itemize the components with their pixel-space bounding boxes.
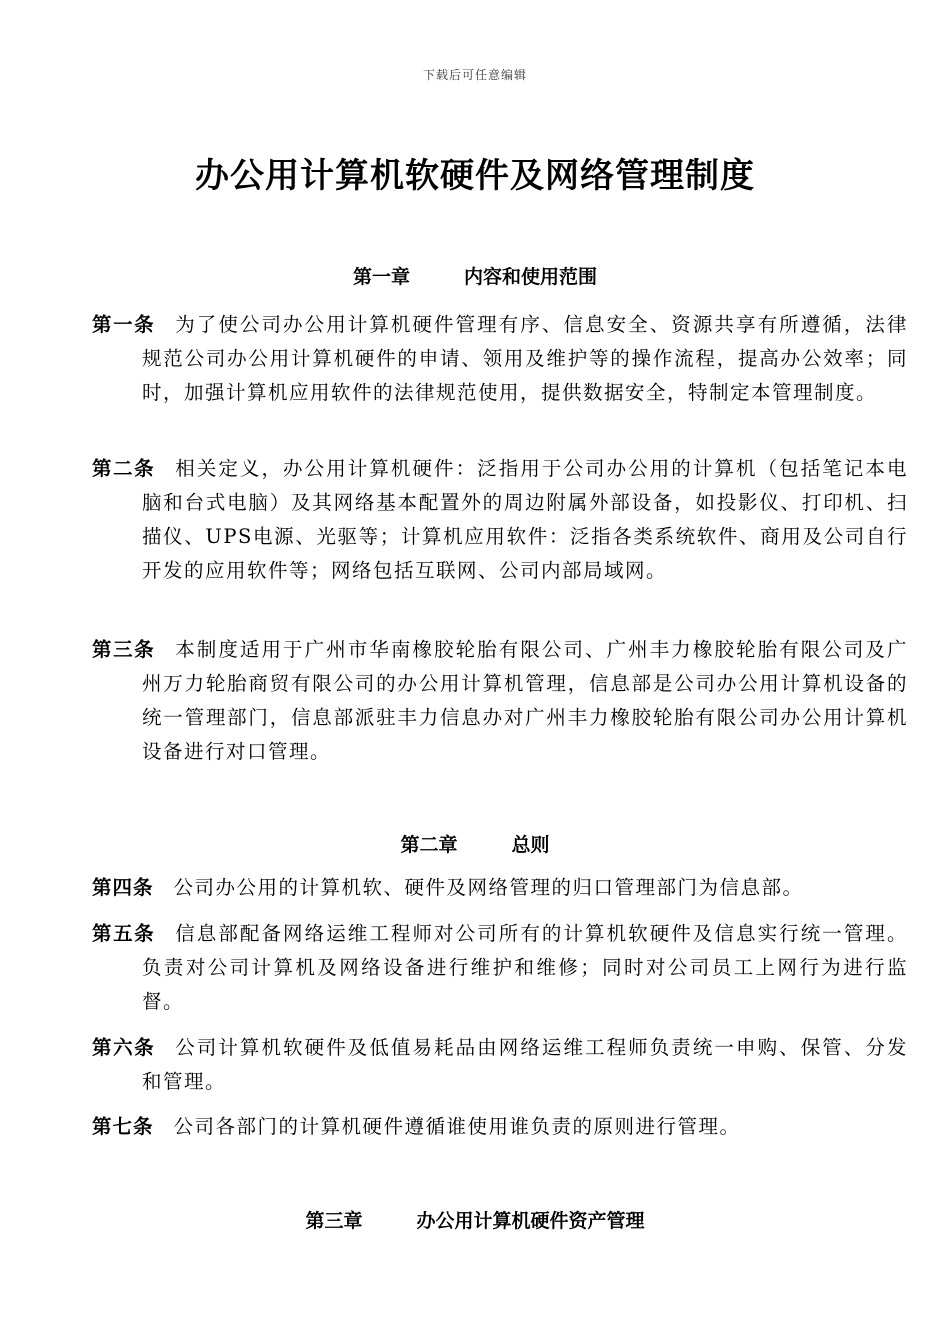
article-text: 为了使公司办公用计算机硬件管理有序、信息安全、资源共享有所遵循，法律规范公司办公用计算机硬件的申请、领用及维护等的操作流程，提高办公效率；同时，加强计算机应用软件的法律规范使用，提供数据安全，特制定本管理制度。 [142, 313, 908, 404]
article-5 [92, 917, 908, 1019]
article-text: 公司计算机软硬件及低值易耗品由网络运维工程师负责统一申购、保管、分发和管理。 [142, 1036, 908, 1093]
article-number: 第四条 [92, 876, 154, 899]
article-4 [92, 871, 908, 905]
chapter-name: 办公用计算机硬件资产管理 [416, 1210, 645, 1232]
chapter-heading-1 [0, 262, 950, 289]
chapter-number: 第二章 [400, 834, 458, 856]
chapter-name: 总则 [511, 834, 550, 856]
article-3 [92, 633, 908, 769]
chapter-name: 内容和使用范围 [464, 266, 598, 288]
article-number: 第七条 [92, 1115, 154, 1138]
document-title: 办公用计算机软硬件及网络管理制度 [195, 156, 755, 196]
chapter-heading-3 [0, 1206, 950, 1233]
chapter-number: 第一章 [352, 266, 410, 288]
article-7 [92, 1110, 908, 1144]
article-number: 第一条 [92, 313, 156, 336]
article-1 [92, 308, 908, 410]
article-text: 信息部配备网络运维工程师对公司所有的计算机软硬件及信息实行统一管理。负责对公司计算机及网络设备进行维护和维修；同时对公司员工上网行为进行监督。 [142, 922, 908, 1013]
article-6 [92, 1031, 908, 1099]
article-number: 第二条 [92, 457, 156, 480]
article-text: 相关定义，办公用计算机硬件：泛指用于公司办公用的计算机（包括笔记本电脑和台式电脑）及其网络基本配置外的周边附属外部设备，如投影仪、打印机、扫描仪、UPS电源、光驱等；计算机应用软件：泛指各类系统软件、商用及公司自行开发的应用软件等；网络包括互联网、公司内部局域网。 [142, 457, 908, 582]
chapter-heading-2 [0, 830, 950, 857]
article-number: 第三条 [92, 638, 156, 661]
article-number: 第六条 [92, 1036, 156, 1059]
article-text: 公司办公用的计算机软、硬件及网络管理的归口管理部门为信息部。 [173, 876, 804, 899]
chapter-number: 第三章 [305, 1210, 363, 1232]
article-number: 第五条 [92, 922, 156, 945]
article-2 [92, 452, 908, 588]
article-text: 公司各部门的计算机硬件遵循谁使用谁负责的原则进行管理。 [173, 1115, 741, 1138]
page-header-note: 下载后可任意编辑 [422, 68, 527, 82]
article-text: 本制度适用于广州市华南橡胶轮胎有限公司、广州丰力橡胶轮胎有限公司及广州万力轮胎商贸有限公司的办公用计算机管理，信息部是公司办公用计算机设备的统一管理部门，信息部派驻丰力信息办对广州丰力橡胶轮胎有限公司办公用计算机设备进行对口管理。 [142, 638, 908, 763]
